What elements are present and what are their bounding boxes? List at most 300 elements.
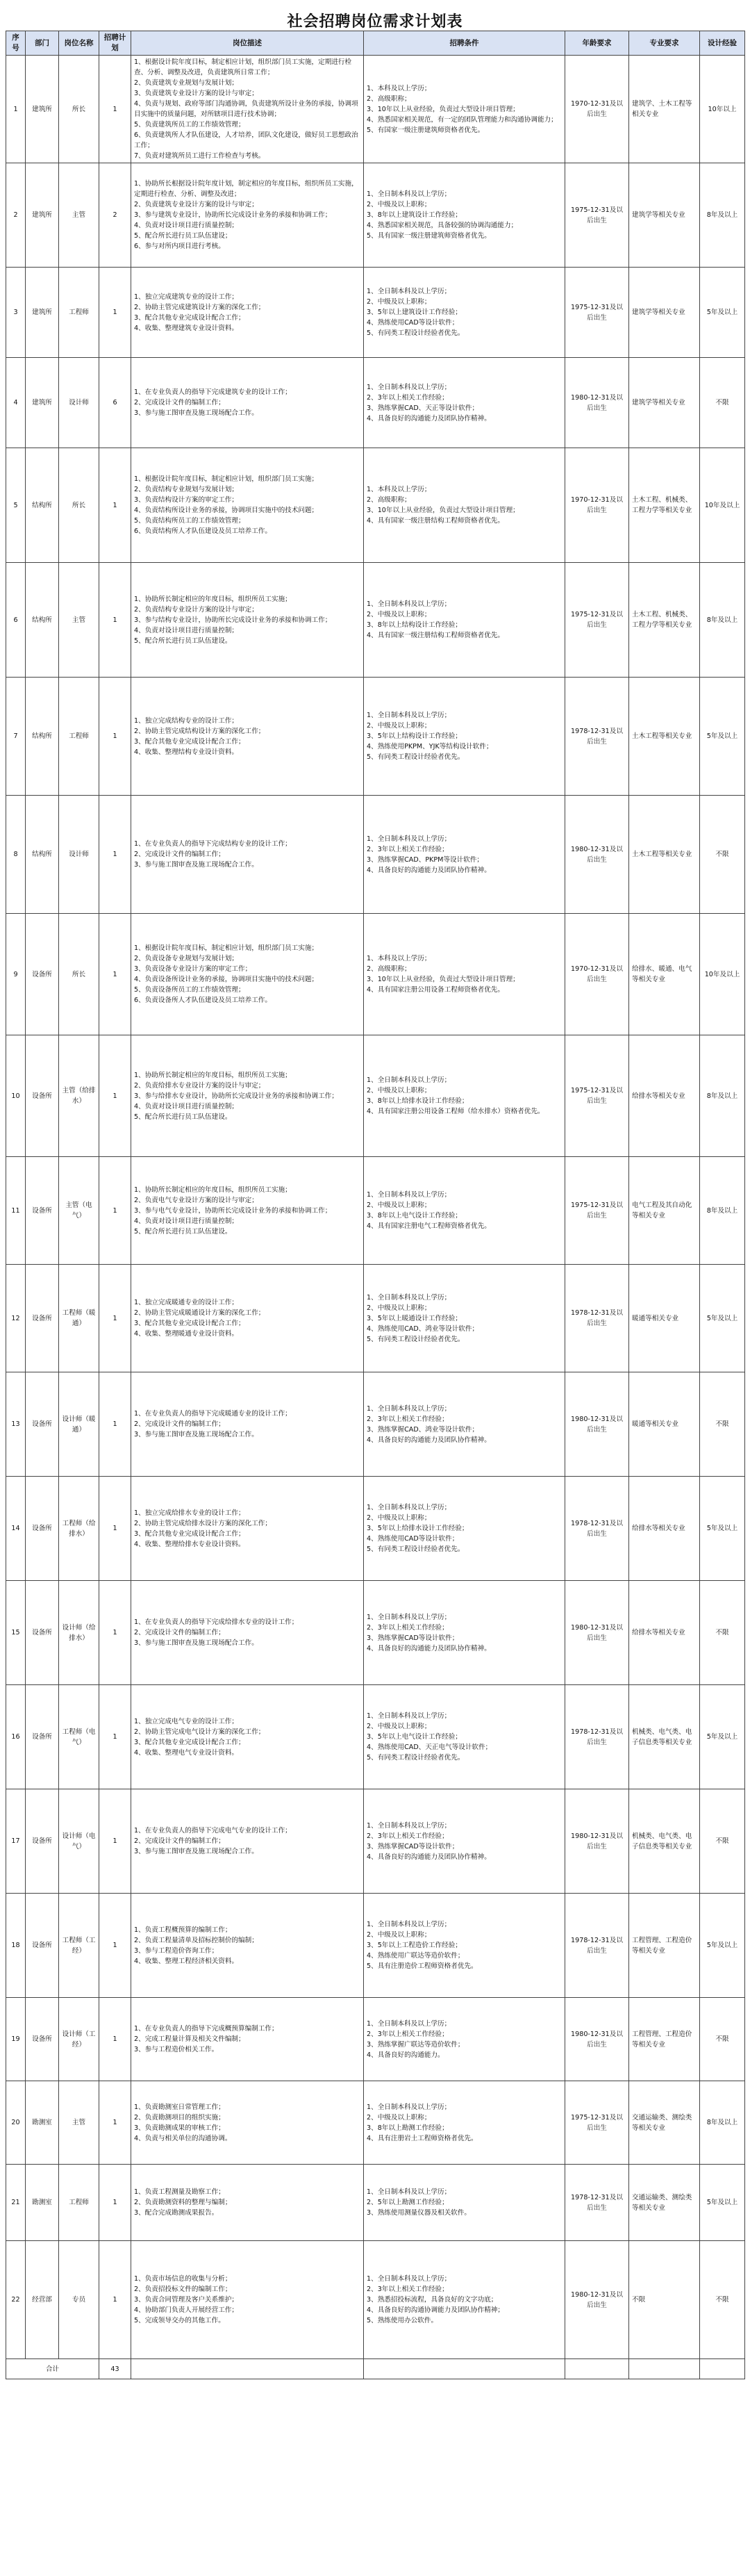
requirement-line: 4、具备良好的沟通协调能力及团队协作精神； <box>367 2306 504 2314</box>
row-description <box>131 1581 364 1685</box>
description-line: 2、完成设计文件的编制工作； <box>134 399 225 407</box>
row-requirements <box>364 1685 565 1789</box>
total-row <box>6 2359 745 2379</box>
description-line: 3、参与电气专业设计，协助所长完成设计业务的承接和协调工作； <box>134 1206 332 1215</box>
row-department: 设备所 <box>26 1998 59 2081</box>
row-requirements <box>364 1372 565 1477</box>
description-line: 4、负责对设计项目进行质量控制； <box>134 222 239 229</box>
row-post: 工程师（电气） <box>59 1685 99 1789</box>
requirement-line: 5、有同类工程设计经验者优先。 <box>367 753 465 761</box>
row-description <box>131 1894 364 1998</box>
table-row <box>6 358 745 448</box>
row-age: 1980-12-31及以后出生 <box>565 2241 629 2359</box>
description-line: 2、负责建筑专业设计方案的设计与审定； <box>134 201 258 208</box>
requirement-line: 4、具备良好的沟通能力及团队协作精神。 <box>367 866 491 874</box>
row-major: 机械类、电气类、电子信息类等相关专业 <box>629 1685 700 1789</box>
row-number: 17 <box>6 1789 26 1894</box>
description-line: 1、在专业负责人的指导下完成电气专业的设计工作； <box>134 1827 292 1835</box>
description-line: 6、负责建筑所人才队伍建设，人才培养，团队文化建设，做好员工思想政治工作； <box>134 131 358 149</box>
requirement-line: 1、全日制本科及以上学历； <box>367 712 451 719</box>
row-number: 16 <box>6 1685 26 1789</box>
header-req: 招聘条件 <box>364 31 565 56</box>
row-post: 主管 <box>59 163 99 268</box>
row-department: 结构所 <box>26 678 59 796</box>
row-department: 结构所 <box>26 796 59 914</box>
requirement-line: 4、具备良好的沟通能力。 <box>367 2051 444 2059</box>
description-line: 4、协助部门负责人开展经营工作； <box>134 2306 239 2314</box>
requirement-line: 4、具备良好的沟通能力及团队协作精神。 <box>367 414 491 423</box>
requirement-line: 2、5年以上勘测工作经验； <box>367 2199 449 2206</box>
row-major: 暖通等相关专业 <box>629 1372 700 1477</box>
page-title: 社会招聘岗位需求计划表 <box>287 13 463 31</box>
description-line: 7、负责对建筑所员工进行工作检查与考核。 <box>134 152 265 160</box>
row-major: 建筑学、土木工程等相关专业 <box>629 56 700 163</box>
row-experience: 不限 <box>700 1581 745 1685</box>
description-line: 6、负责设备所人才队伍建设及员工培养工作。 <box>134 996 272 1004</box>
description-line: 1、独立完成暖通专业的设计工作； <box>134 1299 239 1306</box>
row-count: 1 <box>99 2165 131 2241</box>
row-age: 1978-12-31及以后出生 <box>565 678 629 796</box>
requirement-line: 3、5年以上暖通设计工作经验； <box>367 1314 462 1322</box>
row-description <box>131 678 364 796</box>
requirement-line: 3、熟练掌握CAD、天正等设计软件； <box>367 404 479 412</box>
requirement-line: 1、全日制本科及以上学历； <box>367 190 451 198</box>
row-number: 20 <box>6 2081 26 2165</box>
header-no: 序号 <box>6 31 26 56</box>
row-experience: 10年以上 <box>700 56 745 163</box>
requirement-line: 2、3年以上相关工作经验； <box>367 1415 449 1423</box>
requirement-line: 4、熟悉国家相关规范，有一定的团队管理能力和沟通协调能力； <box>367 115 558 124</box>
requirement-line: 2、中级及以上职称； <box>367 611 431 618</box>
row-number: 5 <box>6 448 26 563</box>
row-age: 1978-12-31及以后出生 <box>565 1477 629 1581</box>
requirement-line: 3、熟练掌握CAD等设计软件； <box>367 1842 459 1851</box>
requirement-line: 1、本科及以上学历； <box>367 84 431 92</box>
row-experience: 不限 <box>700 1789 745 1894</box>
requirement-line: 2、中级及以上职称； <box>367 1514 431 1522</box>
description-line: 3、负责建筑专业设计方案的设计与审定； <box>134 90 258 97</box>
row-major: 交通运输类、测绘类等相关专业 <box>629 2081 700 2165</box>
table-row <box>6 2165 745 2241</box>
row-requirements <box>364 56 565 163</box>
requirement-line: 2、中级及以上职称； <box>367 1087 431 1094</box>
description-line: 2、协助主管完成暖通设计方案的深化工作； <box>134 1309 265 1317</box>
description-line: 1、协助所长根据设计院年度计划，制定相应的年度目标，组织所员工实施，定期进行检查、分析、调整及改进； <box>134 180 358 198</box>
description-line: 6、负责结构所人才队伍建设及员工培养工作。 <box>134 527 272 535</box>
description-line: 4、负责结构所设计业务的承接，协调项目实施中的技术问题； <box>134 507 319 514</box>
row-description <box>131 1685 364 1789</box>
row-department: 设备所 <box>26 914 59 1035</box>
row-description <box>131 358 364 448</box>
row-experience: 10年及以上 <box>700 448 745 563</box>
requirement-line: 5、具有注册造价工程师资格者优先。 <box>367 1962 478 1970</box>
requirement-line: 4、熟练使用CAD、天正电气等设计软件； <box>367 1744 492 1751</box>
row-post: 设计师（工经） <box>59 1998 99 2081</box>
table-row <box>6 1789 745 1894</box>
row-requirements <box>364 1477 565 1581</box>
row-age: 1975-12-31及以后出生 <box>565 563 629 678</box>
table-row <box>6 1265 745 1372</box>
requirement-line: 3、8年以上给排水设计工作经验； <box>367 1097 469 1105</box>
row-age: 1975-12-31及以后出生 <box>565 2081 629 2165</box>
row-requirements <box>364 1894 565 1998</box>
row-major: 给排水等相关专业 <box>629 1477 700 1581</box>
header-dept: 部门 <box>26 31 59 56</box>
description-line: 5、完成领导交办的其他工作。 <box>134 2317 225 2324</box>
row-description <box>131 1789 364 1894</box>
row-count: 6 <box>99 358 131 448</box>
description-line: 1、独立完成给排水专业的设计工作； <box>134 1509 245 1517</box>
row-number: 15 <box>6 1581 26 1685</box>
row-post: 工程师（给排水） <box>59 1477 99 1581</box>
description-line: 1、负责勘测室日常管理工作； <box>134 2103 225 2111</box>
row-count: 1 <box>99 1789 131 1894</box>
description-line: 3、配合完成勘测成果报告。 <box>134 2209 219 2217</box>
row-count: 1 <box>99 2081 131 2165</box>
requirement-line: 1、全日制本科及以上学历； <box>367 1504 451 1511</box>
description-line: 2、完成设计文件的编制工作； <box>134 851 225 858</box>
requirement-line: 4、具有国家一级注册结构工程师资格者优先。 <box>367 517 504 525</box>
table-row <box>6 1894 745 1998</box>
total-empty <box>364 2359 565 2379</box>
description-line: 4、负责设备所设计业务的承接，协调项目实施中的技术问题； <box>134 976 319 983</box>
row-requirements <box>364 2241 565 2359</box>
description-line: 5、负责建筑所员工的工作绩效管理； <box>134 121 245 129</box>
requirement-line: 3、8年以上电气设计工作经验； <box>367 1212 462 1220</box>
row-count: 1 <box>99 2241 131 2359</box>
requirement-line: 2、3年以上相关工作经验； <box>367 2030 449 2038</box>
row-age: 1980-12-31及以后出生 <box>565 1581 629 1685</box>
header-count: 招聘计划 <box>99 31 131 56</box>
row-requirements <box>364 268 565 358</box>
row-count: 1 <box>99 1035 131 1157</box>
row-description <box>131 1265 364 1372</box>
description-line: 2、协助主管完成结构设计方案的深化工作； <box>134 727 265 735</box>
row-description <box>131 448 364 563</box>
row-department: 设备所 <box>26 1685 59 1789</box>
table-row <box>6 268 745 358</box>
requirement-line: 3、熟练使用测量仪器及相关软件。 <box>367 2209 472 2217</box>
description-line: 2、完成设计文件的编制工作； <box>134 1837 225 1845</box>
row-description <box>131 163 364 268</box>
requirement-line: 3、熟练掌握广联达等造价软件； <box>367 2040 465 2049</box>
header-age: 年龄要求 <box>565 31 629 56</box>
requirement-line: 2、3年以上相关工作经验； <box>367 1832 449 1840</box>
requirement-line: 3、8年以上勘测工作经验； <box>367 2124 449 2132</box>
requirement-line: 3、熟悉招投标流程，具备良好的文字功底； <box>367 2296 498 2304</box>
requirement-line: 3、5年以上建筑设计工作经验； <box>367 309 462 316</box>
row-post: 工程师 <box>59 678 99 796</box>
row-age: 1978-12-31及以后出生 <box>565 1265 629 1372</box>
requirement-line: 2、高级职称； <box>367 965 411 973</box>
row-post: 专员 <box>59 2241 99 2359</box>
row-age: 1975-12-31及以后出生 <box>565 1157 629 1265</box>
table-row <box>6 796 745 914</box>
description-line: 3、负责合同管理及客户关系维护； <box>134 2296 239 2304</box>
row-major: 建筑学等相关专业 <box>629 268 700 358</box>
description-line: 3、参与施工图审查及施工现场配合工作。 <box>134 1431 258 1438</box>
requirement-line: 2、中级及以上职称； <box>367 1304 431 1312</box>
requirement-line: 1、全日制本科及以上学历； <box>367 1076 451 1084</box>
description-line: 1、在专业负责人的指导下完成暖通专业的设计工作； <box>134 1410 292 1418</box>
requirement-line: 2、中级及以上职称； <box>367 298 431 306</box>
row-experience: 不限 <box>700 796 745 914</box>
description-line: 4、负责与规划、政府等部门沟通协调，负责建筑所设计业务的承接，协调项目实施中的质量问题，对所辖项目进行技术协调； <box>134 100 358 118</box>
requirement-line: 1、本科及以上学历； <box>367 955 431 962</box>
row-post: 工程师 <box>59 268 99 358</box>
description-line: 3、参与施工图审查及施工现场配合工作。 <box>134 861 258 869</box>
row-count: 1 <box>99 1157 131 1265</box>
description-line: 5、配合所长进行员工队伍建设。 <box>134 1113 232 1121</box>
description-line: 2、协助主管完成电气设计方案的深化工作； <box>134 1728 265 1736</box>
row-age: 1978-12-31及以后出生 <box>565 1894 629 1998</box>
description-line: 4、收集、整理给排水专业设计资料。 <box>134 1540 245 1548</box>
row-count: 2 <box>99 163 131 268</box>
row-post: 设计师 <box>59 358 99 448</box>
row-description <box>131 914 364 1035</box>
row-experience: 不限 <box>700 1372 745 1477</box>
row-experience: 8年及以上 <box>700 1035 745 1157</box>
table-row <box>6 56 745 163</box>
description-line: 3、参与建筑专业设计，协助所长完成设计业务的承接和协调工作； <box>134 211 332 219</box>
description-line: 1、在专业负责人的指导下完成结构专业的设计工作； <box>134 840 292 848</box>
row-count: 1 <box>99 448 131 563</box>
row-department: 勘测室 <box>26 2081 59 2165</box>
table-row <box>6 1998 745 2081</box>
requirement-line: 1、本科及以上学历； <box>367 486 431 493</box>
row-major: 给排水等相关专业 <box>629 1035 700 1157</box>
description-line: 1、根据设计院年度目标，制定相应计划，组织部门员工实施，定期进行检查、分析、调整及改进，负责建筑所日常工作； <box>134 58 352 76</box>
description-line: 3、参与施工图审查及施工现场配合工作。 <box>134 1639 258 1647</box>
row-requirements <box>364 914 565 1035</box>
row-age: 1980-12-31及以后出生 <box>565 1372 629 1477</box>
description-line: 3、参与结构专业设计，协助所长完成设计业务的承接和协调工作； <box>134 616 332 624</box>
description-line: 2、负责电气专业设计方案的设计与审定； <box>134 1196 258 1204</box>
row-major: 不限 <box>629 2241 700 2359</box>
row-number: 21 <box>6 2165 26 2241</box>
row-number: 9 <box>6 914 26 1035</box>
requirement-line: 4、具备良好的沟通能力及团队协作精神。 <box>367 1853 491 1861</box>
description-line: 2、完成工程量计算及相关文件编制； <box>134 2035 245 2043</box>
row-major: 建筑学等相关专业 <box>629 163 700 268</box>
row-number: 19 <box>6 1998 26 2081</box>
requirement-line: 1、全日制本科及以上学历； <box>367 1821 451 1830</box>
row-experience: 5年及以上 <box>700 268 745 358</box>
description-line: 3、负责勘测成果的审核工作； <box>134 2124 225 2132</box>
description-line: 2、负责勘测资料的整理与编制； <box>134 2199 232 2206</box>
description-line: 1、协助所长制定相应的年度目标，组织所员工实施； <box>134 1071 292 1079</box>
description-line: 4、负责与相关单位的沟通协调。 <box>134 2134 232 2142</box>
row-experience: 不限 <box>700 2241 745 2359</box>
row-department: 设备所 <box>26 1789 59 1894</box>
table-header-row <box>6 31 745 56</box>
row-department: 建筑所 <box>26 163 59 268</box>
row-age: 1980-12-31及以后出生 <box>565 1789 629 1894</box>
row-description <box>131 1998 364 2081</box>
row-age: 1978-12-31及以后出生 <box>565 1685 629 1789</box>
row-number: 2 <box>6 163 26 268</box>
requirement-line: 3、8年以上结构设计工作经验； <box>367 621 462 629</box>
requirement-line: 4、熟练使用CAD、鸿业等设计软件； <box>367 1324 479 1333</box>
row-experience: 8年及以上 <box>700 163 745 268</box>
requirement-line: 2、中级及以上职称； <box>367 722 431 730</box>
row-major: 交通运输类、测绘类等相关专业 <box>629 2165 700 2241</box>
row-description <box>131 268 364 358</box>
row-experience: 不限 <box>700 358 745 448</box>
requirement-line: 1、全日制本科及以上学历； <box>367 1712 451 1720</box>
table-row <box>6 678 745 796</box>
row-number: 1 <box>6 56 26 163</box>
row-experience: 8年及以上 <box>700 563 745 678</box>
row-major: 土木工程等相关专业 <box>629 796 700 914</box>
requirement-line: 3、8年以上建筑设计工作经验； <box>367 211 462 219</box>
recruitment-table <box>6 31 745 2379</box>
row-major: 工程管理、工程造价等相关专业 <box>629 1894 700 1998</box>
table-row <box>6 2081 745 2165</box>
row-requirements <box>364 1998 565 2081</box>
requirement-line: 4、熟练使用CAD等设计软件； <box>367 319 459 327</box>
description-line: 1、独立完成结构专业的设计工作； <box>134 716 239 725</box>
description-line: 2、负责给排水专业设计方案的设计与审定； <box>134 1081 265 1090</box>
row-count: 1 <box>99 268 131 358</box>
requirement-line: 3、熟练掌握CAD、PKPM等设计软件； <box>367 855 484 864</box>
description-line: 1、独立完成电气专业的设计工作； <box>134 1717 239 1725</box>
table-row <box>6 448 745 563</box>
description-line: 3、配合其他专业完成设计配合工作； <box>134 1320 245 1327</box>
row-major: 建筑学等相关专业 <box>629 358 700 448</box>
requirement-line: 5、有同类工程设计经验者优先。 <box>367 329 465 337</box>
requirement-line: 4、具有国家注册公用设备工程师资格者优先。 <box>367 986 504 994</box>
description-line: 3、参与施工图审查及施工现场配合工作。 <box>134 409 258 417</box>
row-number: 6 <box>6 563 26 678</box>
requirement-line: 1、全日制本科及以上学历； <box>367 2103 451 2111</box>
requirement-line: 1、全日制本科及以上学历； <box>367 1404 451 1413</box>
requirement-line: 4、具有国家注册公用设备工程师（给水排水）资格者优先。 <box>367 1108 544 1115</box>
requirement-line: 4、熟练使用CAD等设计软件； <box>367 1535 459 1543</box>
row-major: 土木工程、机械类、工程力学等相关专业 <box>629 448 700 563</box>
requirement-line: 4、具备良好的沟通能力及团队协作精神。 <box>367 1644 491 1652</box>
table-row <box>6 1035 745 1157</box>
description-line: 1、独立完成建筑专业的设计工作； <box>134 293 239 301</box>
description-line: 2、负责建筑专业规划与发展计划； <box>134 79 239 87</box>
header-post: 岗位名称 <box>59 31 99 56</box>
requirement-line: 1、全日制本科及以上学历； <box>367 288 451 295</box>
row-department: 建筑所 <box>26 358 59 448</box>
header-major: 专业要求 <box>629 31 700 56</box>
row-department: 设备所 <box>26 1035 59 1157</box>
row-number: 7 <box>6 678 26 796</box>
row-age: 1975-12-31及以后出生 <box>565 268 629 358</box>
description-line: 3、参与给排水专业设计，协助所长完成设计业务的承接和协调工作； <box>134 1092 338 1100</box>
table-row <box>6 2241 745 2359</box>
requirement-line: 4、具有注册岩土工程师资格者优先。 <box>367 2134 478 2142</box>
description-line: 3、负责结构设计方案的审定工作； <box>134 496 239 504</box>
row-count: 1 <box>99 1998 131 2081</box>
row-experience: 不限 <box>700 1998 745 2081</box>
row-number: 11 <box>6 1157 26 1265</box>
row-requirements <box>364 563 565 678</box>
description-line: 3、配合其他专业完成设计配合工作； <box>134 1738 245 1746</box>
row-number: 13 <box>6 1372 26 1477</box>
requirement-line: 2、中级及以上职称； <box>367 1931 431 1939</box>
table-row <box>6 563 745 678</box>
row-description <box>131 2081 364 2165</box>
row-post: 主管 <box>59 563 99 678</box>
requirement-line: 3、5年以上工程造价工作经验； <box>367 1942 462 1949</box>
row-description <box>131 2241 364 2359</box>
row-age: 1978-12-31及以后出生 <box>565 2165 629 2241</box>
requirement-line: 5、有国家一级注册建筑师资格者优先。 <box>367 126 485 134</box>
description-line: 2、负责工程量清单及招标控制价的编制； <box>134 1936 258 1944</box>
description-line: 1、负责工程测量及勘察工作； <box>134 2188 225 2196</box>
description-line: 4、负责对设计项目进行质量控制； <box>134 1217 239 1225</box>
table-row <box>6 1685 745 1789</box>
requirement-line: 1、全日制本科及以上学历； <box>367 2275 451 2283</box>
description-line: 2、负责结构专业设计方案的设计与审定； <box>134 605 258 614</box>
table-row <box>6 1372 745 1477</box>
row-post: 设计师（暖通） <box>59 1372 99 1477</box>
row-count: 1 <box>99 1265 131 1372</box>
description-line: 1、在专业负责人的指导下完成给排水专业的设计工作； <box>134 1618 299 1626</box>
description-line: 1、负责市场信息的收集与分析； <box>134 2275 232 2283</box>
requirement-line: 5、有同类工程设计经验者优先。 <box>367 1545 465 1553</box>
requirement-line: 2、高级职称； <box>367 95 411 103</box>
requirement-line: 4、具有国家注册电气工程师资格者优先。 <box>367 1222 491 1230</box>
row-requirements <box>364 1789 565 1894</box>
row-number: 4 <box>6 358 26 448</box>
row-count: 1 <box>99 678 131 796</box>
row-number: 14 <box>6 1477 26 1581</box>
row-count: 1 <box>99 1894 131 1998</box>
description-line: 3、配合其他专业完成设计配合工作； <box>134 313 245 322</box>
table-row <box>6 1477 745 1581</box>
row-description <box>131 1035 364 1157</box>
header-desc: 岗位描述 <box>131 31 364 56</box>
row-requirements <box>364 1581 565 1685</box>
requirement-line: 3、10年以上从业经验，负责过大型设计项目管理； <box>367 105 519 113</box>
requirement-line: 2、3年以上相关工作经验； <box>367 393 449 402</box>
requirement-line: 4、具有国家一级注册结构工程师资格者优先。 <box>367 632 504 639</box>
row-post: 主管（给排水） <box>59 1035 99 1157</box>
description-line: 5、负责设备所员工的工作绩效管理； <box>134 986 245 994</box>
row-requirements <box>364 1157 565 1265</box>
row-department: 结构所 <box>26 563 59 678</box>
requirement-line: 1、全日制本科及以上学历； <box>367 1921 451 1928</box>
table-row <box>6 1157 745 1265</box>
row-major: 机械类、电气类、电子信息类等相关专业 <box>629 1789 700 1894</box>
row-experience: 5年及以上 <box>700 1477 745 1581</box>
requirement-line: 2、3年以上相关工作经验； <box>367 845 449 853</box>
requirement-line: 1、全日制本科及以上学历； <box>367 2188 451 2196</box>
requirement-line: 4、具备良好的沟通能力及团队协作精神。 <box>367 1436 491 1444</box>
row-post: 主管 <box>59 2081 99 2165</box>
row-age: 1975-12-31及以后出生 <box>565 163 629 268</box>
header-exp: 设计经验 <box>700 31 745 56</box>
row-department: 结构所 <box>26 448 59 563</box>
row-post: 设计师（给排水） <box>59 1581 99 1685</box>
row-post: 工程师（工经） <box>59 1894 99 1998</box>
row-count: 1 <box>99 796 131 914</box>
row-age: 1970-12-31及以后出生 <box>565 448 629 563</box>
description-line: 4、收集、整理建筑专业设计资料。 <box>134 324 239 332</box>
row-department: 设备所 <box>26 1372 59 1477</box>
description-line: 1、在专业负责人的指导下完成建筑专业的设计工作； <box>134 388 292 396</box>
row-count: 1 <box>99 914 131 1035</box>
requirement-line: 2、3年以上相关工作经验； <box>367 1623 449 1632</box>
description-line: 5、配合所长进行员工队伍建设。 <box>134 1227 232 1236</box>
requirement-line: 1、全日制本科及以上学历； <box>367 835 451 843</box>
description-line: 3、负责设备专业设计方案的审定工作； <box>134 965 252 973</box>
